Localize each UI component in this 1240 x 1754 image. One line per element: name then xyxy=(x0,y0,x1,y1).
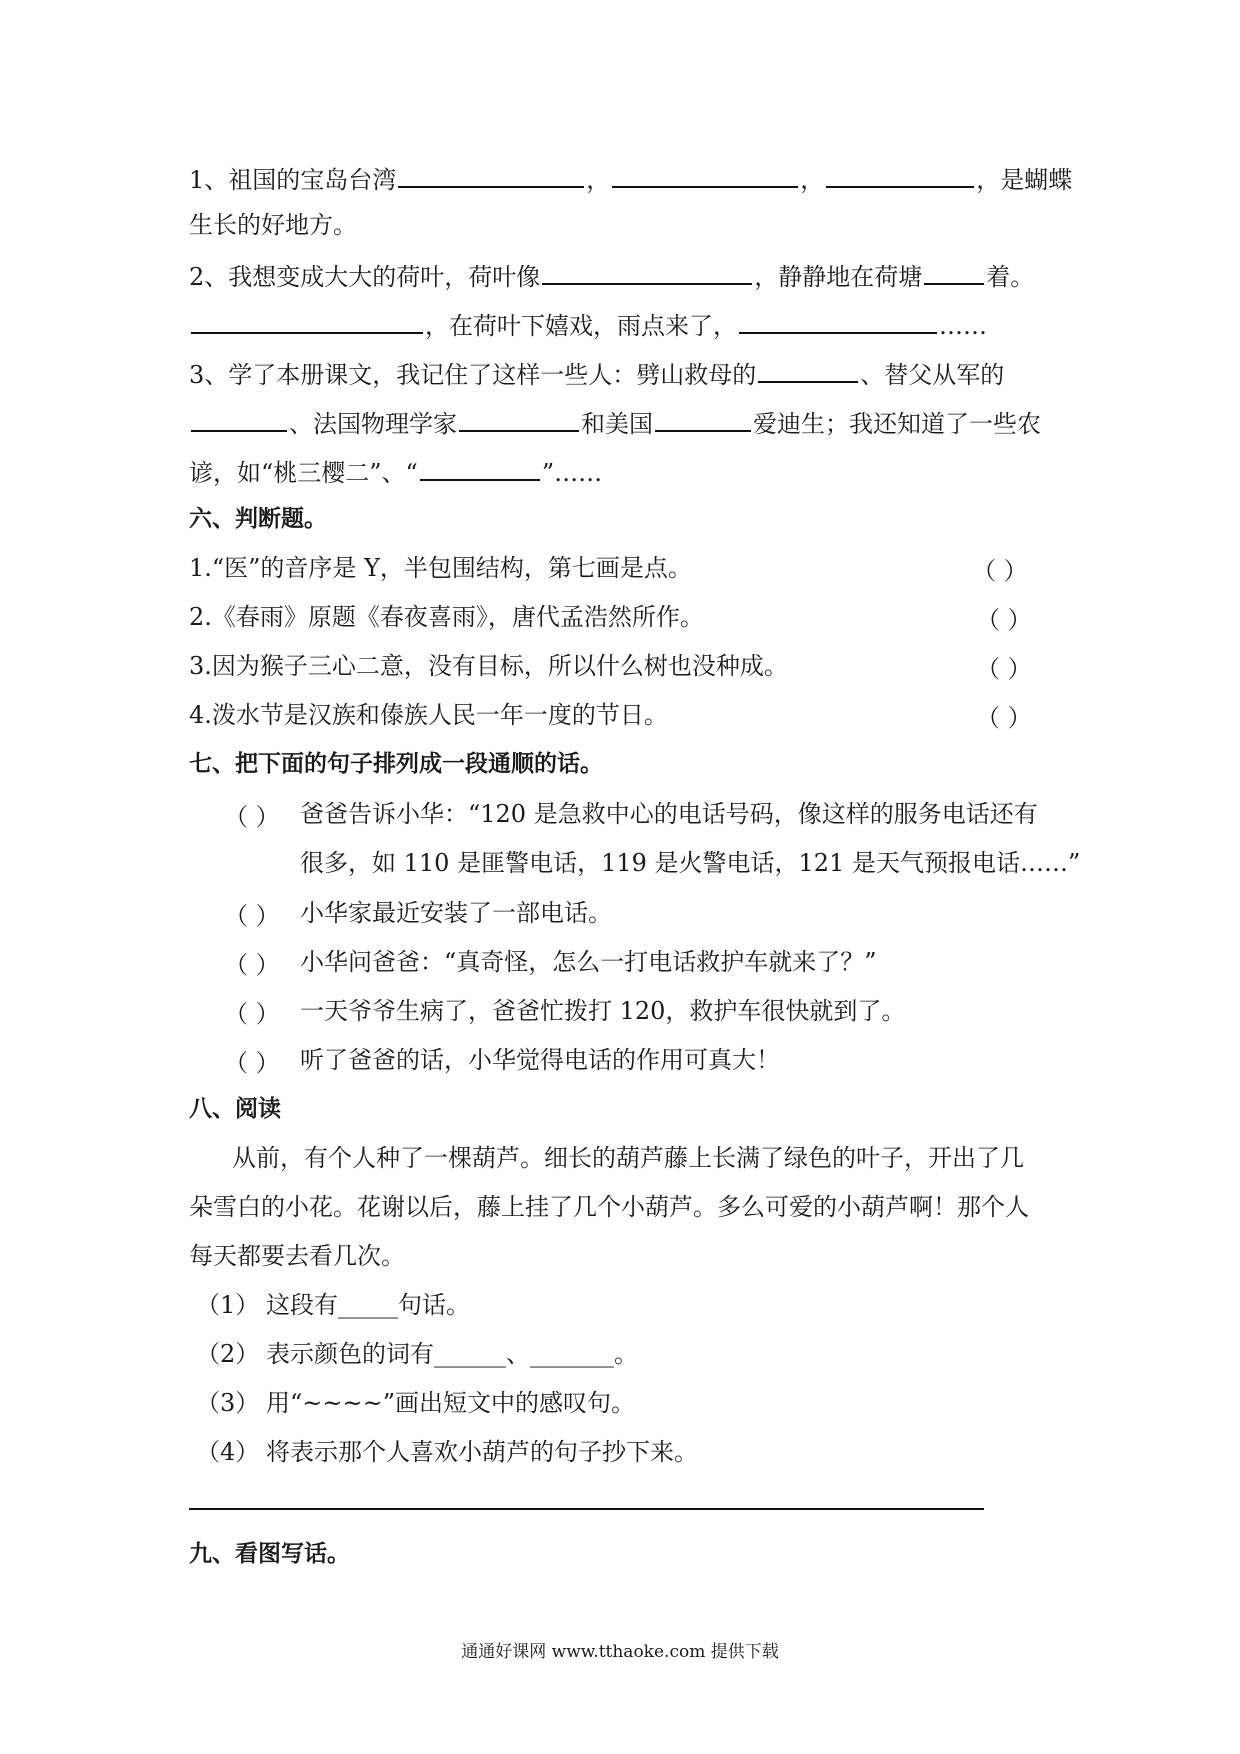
q1-prefix: 1、祖国的宝岛台湾 xyxy=(189,166,397,194)
reading-question-2-text: 表示颜色的词有______、_______。 xyxy=(266,1340,638,1368)
q3-blank-4[interactable] xyxy=(655,404,751,432)
fill-question-2 xyxy=(189,257,1034,294)
q2-prefix: 2、我想变成大大的荷叶，荷叶像 xyxy=(189,263,541,291)
passage-line-3: 每天都要去看几次。 xyxy=(189,1242,405,1270)
q3-blank-1[interactable] xyxy=(758,355,858,383)
order-item-4-text: 一天爷爷生病了，爸爸忙拨打 120，救护车很快就到了。 xyxy=(300,997,906,1025)
judge-item-3-text: 3.因为猴子三心二意，没有目标，所以什么树也没种成。 xyxy=(189,652,788,680)
q2-line-2 xyxy=(189,306,987,343)
q2-blank-1[interactable] xyxy=(542,257,752,285)
fill-question-1 xyxy=(189,160,1072,197)
section-9-title: 九、看图写话。 xyxy=(189,1541,350,1567)
q2-line2-mid: ，在荷叶下嬉戏，雨点来了， xyxy=(425,312,737,340)
judge-item-4-mark[interactable]: （ ） xyxy=(976,704,1032,732)
reading-question-2-num: （2） xyxy=(196,1340,260,1368)
reading-question-3-text: 用“~~~~”画出短文中的感叹句。 xyxy=(266,1389,635,1417)
q2-blank-2[interactable] xyxy=(924,257,984,285)
reading-question-4-num: （4） xyxy=(196,1438,260,1466)
judge-item-2-mark[interactable]: （ ） xyxy=(976,606,1032,634)
q3-line3-b: ”…… xyxy=(541,459,603,487)
q3-line2-c: 爱迪生；我还知道了一些农 xyxy=(753,410,1041,438)
q3-line3-a: 谚，如“桃三樱二”、“ xyxy=(189,459,418,487)
q3-blank-5[interactable] xyxy=(420,453,540,481)
order-item-5-text: 听了爸爸的话，小华觉得电话的作用可真大！ xyxy=(300,1046,780,1074)
judge-item-3-mark[interactable]: （ ） xyxy=(976,655,1032,683)
answer-line[interactable] xyxy=(189,1508,984,1510)
judge-item-2-text: 2.《春雨》原题《春夜喜雨》，唐代孟浩然所作。 xyxy=(189,603,704,631)
footer-credit: 通通好课网 www.tthaoke.com 提供下载 xyxy=(461,1642,779,1662)
order-item-2-text: 小华家最近安装了一部电话。 xyxy=(300,899,612,927)
q1-line-2: 生长的好地方。 xyxy=(189,211,357,239)
reading-question-4-text: 将表示那个人喜欢小葫芦的句子抄下来。 xyxy=(266,1438,698,1466)
q3-blank-2[interactable] xyxy=(191,404,287,432)
q1-blank-3[interactable] xyxy=(826,160,974,188)
q3-blank-3[interactable] xyxy=(459,404,579,432)
order-item-2-mark[interactable]: （ ） xyxy=(224,902,280,930)
section-7-title: 七、把下面的句子排列成一段通顺的话。 xyxy=(189,751,603,777)
q3-line-3 xyxy=(189,453,602,490)
reading-question-1-num: （1） xyxy=(196,1291,260,1319)
q3-suffix: 、替父从军的 xyxy=(860,361,1005,389)
q2-mid: ，静静地在荷塘 xyxy=(754,263,923,291)
passage-line-1: 从前，有个人种了一棵葫芦。细长的葫芦藤上长满了绿色的叶子，开出了几 xyxy=(232,1144,1024,1172)
q2-blank-3[interactable] xyxy=(191,306,423,334)
q3-line-2 xyxy=(189,404,1041,441)
order-item-3-mark[interactable]: （ ） xyxy=(224,951,280,979)
q1-blank-2[interactable] xyxy=(612,160,798,188)
q1-blank-1[interactable] xyxy=(398,160,584,188)
q3-prefix: 3、学了本册课文，我记住了这样一些人：劈山救母的 xyxy=(189,361,757,389)
q2-suffix: 着。 xyxy=(986,263,1035,291)
judge-item-4-text: 4.泼水节是汉族和傣族人民一年一度的节日。 xyxy=(189,701,668,729)
q2-line2-end: …… xyxy=(939,312,987,340)
section-6-title: 六、判断题。 xyxy=(189,506,327,532)
passage-line-2: 朵雪白的小花。花谢以后，藤上挂了几个小葫芦。多么可爱的小葫芦啊！那个人 xyxy=(189,1193,1029,1221)
q1-sep-1: ， xyxy=(586,166,611,194)
order-item-1-cont: 很多，如 110 是匪警电话，119 是火警电话，121 是天气预报电话……” xyxy=(300,849,1081,877)
reading-question-3-num: （3） xyxy=(196,1389,260,1417)
q1-sep-2: ， xyxy=(800,166,825,194)
order-item-3-text: 小华问爸爸：“真奇怪，怎么一打电话救护车就来了？” xyxy=(300,948,877,976)
fill-question-3 xyxy=(189,355,1004,392)
q3-line2-b: 和美国 xyxy=(581,410,653,438)
judge-item-1-mark[interactable]: （ ） xyxy=(972,557,1028,585)
q2-blank-4[interactable] xyxy=(739,306,937,334)
order-item-1-text: 爸爸告诉小华：“120 是急救中心的电话号码，像这样的服务电话还有 xyxy=(300,800,1038,828)
reading-question-1-text: 这段有_____句话。 xyxy=(266,1291,470,1319)
q1-suffix: ，是蝴蝶 xyxy=(976,166,1073,194)
q3-line2-a: 、法国物理学家 xyxy=(289,410,457,438)
order-item-1-mark[interactable]: （ ） xyxy=(224,803,280,831)
section-8-title: 八、阅读 xyxy=(189,1096,281,1122)
order-item-5-mark[interactable]: （ ） xyxy=(224,1049,280,1077)
judge-item-1-text: 1.“医”的音序是 Y，半包围结构，第七画是点。 xyxy=(189,554,692,582)
order-item-4-mark[interactable]: （ ） xyxy=(224,1000,280,1028)
